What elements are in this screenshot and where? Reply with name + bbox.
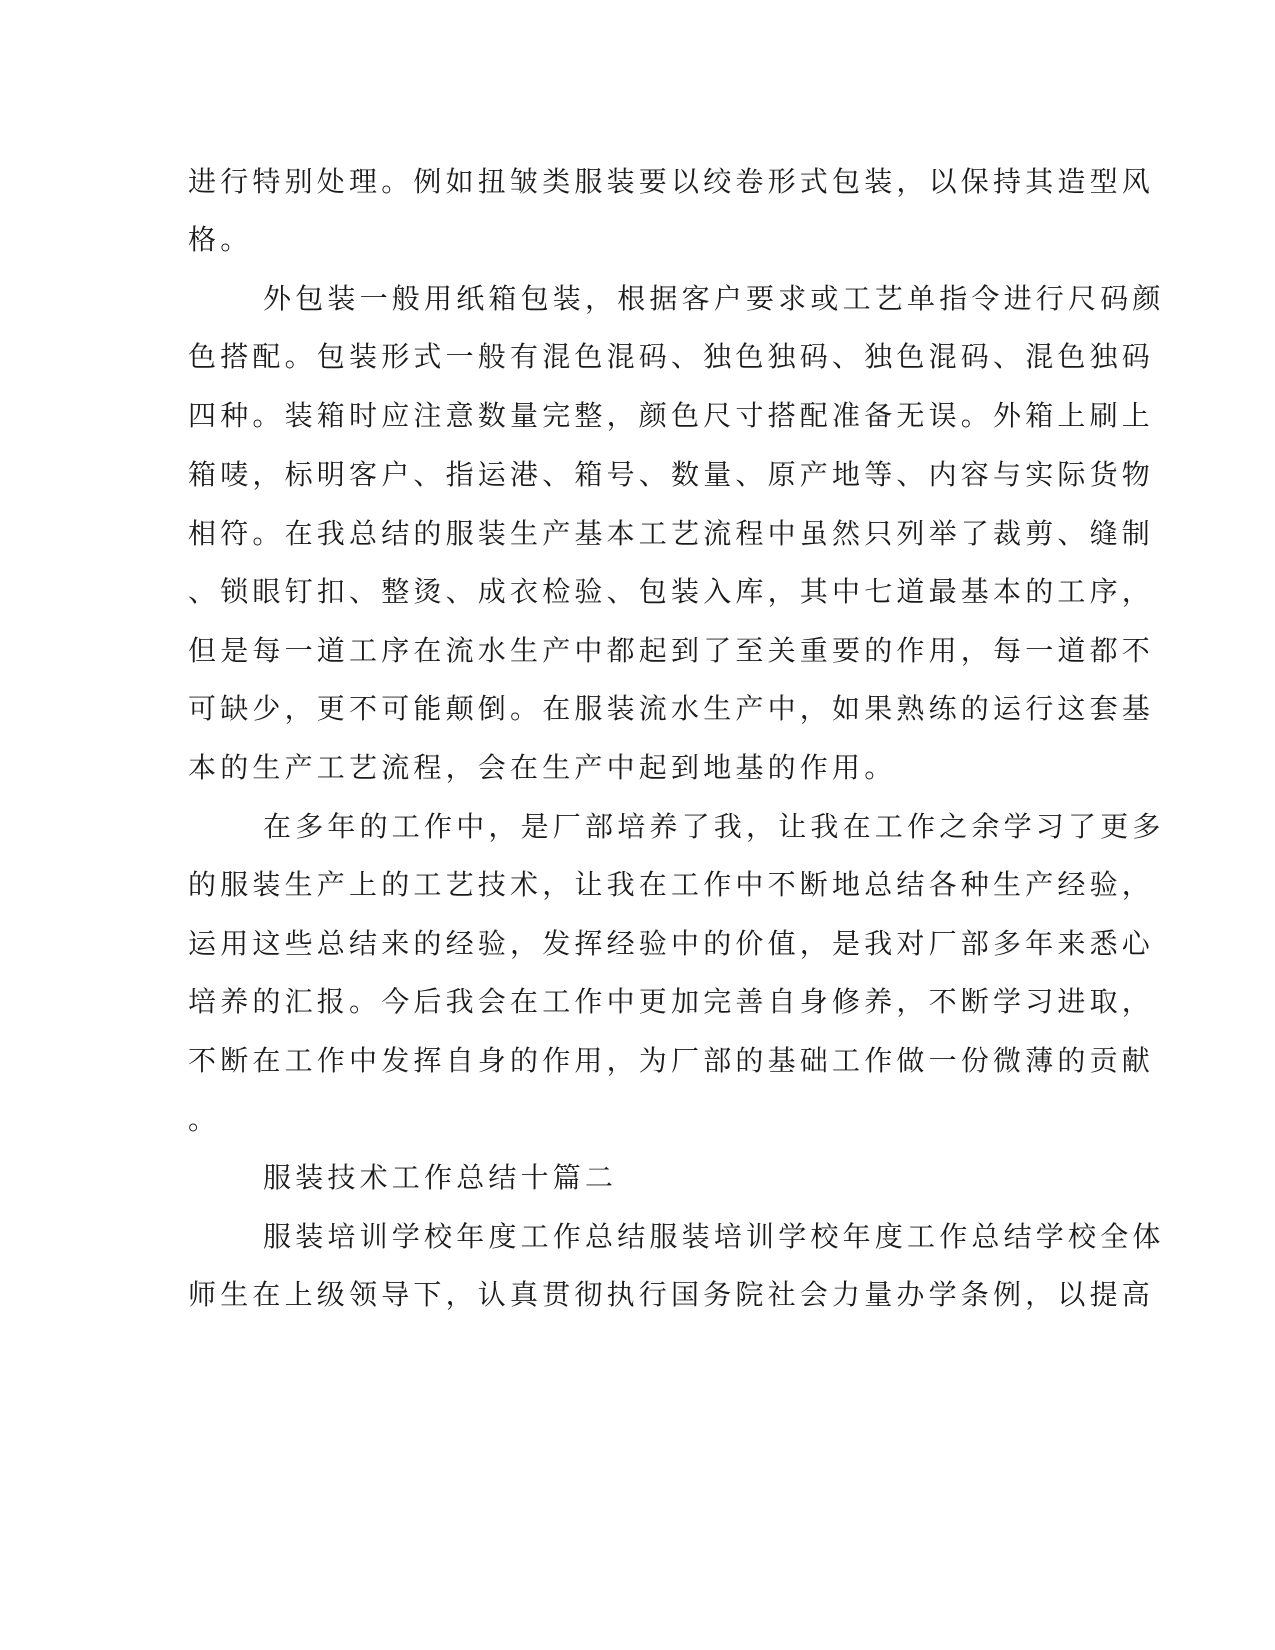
- text-line: 、锁眼钉扣、整烫、成衣检验、包装入库，其中七道最基本的工序，: [188, 575, 1155, 608]
- text-line: 进行特别处理。例如扭皱类服装要以绞卷形式包装，以保持其造型风: [188, 165, 1155, 198]
- text-line: 本的生产工艺流程，会在生产中起到地基的作用。: [188, 751, 897, 784]
- paragraph-start-line: 在多年的工作中，是厂部培养了我，让我在工作之余学习了更多: [263, 810, 1165, 843]
- text-line: 的服装生产上的工艺技术，让我在工作中不断地总结各种生产经验，: [188, 868, 1155, 901]
- text-line: 。: [188, 1103, 221, 1136]
- text-line: 运用这些总结来的经验，发挥经验中的价值，是我对厂部多年来悉心: [188, 927, 1155, 960]
- paragraph-start-line: 外包装一般用纸箱包装，根据客户要求或工艺单指令进行尺码颜: [263, 282, 1165, 315]
- text-line: 色搭配。包装形式一般有混色混码、独色独码、独色混码、混色独码: [188, 340, 1155, 373]
- text-line: 培养的汇报。今后我会在工作中更加完善自身修养，不断学习进取，: [188, 985, 1155, 1018]
- paragraph-start-line: 服装培训学校年度工作总结服装培训学校年度工作总结学校全体: [263, 1220, 1165, 1253]
- text-line: 四种。装箱时应注意数量完整，颜色尺寸搭配准备无误。外箱上刷上: [188, 399, 1155, 432]
- text-line: 师生在上级领导下，认真贯彻执行国务院社会力量办学条例，以提高: [188, 1278, 1155, 1311]
- section-heading: 服装技术工作总结十篇二: [263, 1161, 618, 1194]
- text-line: 可缺少，更不可能颠倒。在服装流水生产中，如果熟练的运行这套基: [188, 692, 1155, 725]
- text-line: 箱唛，标明客户、指运港、箱号、数量、原产地等、内容与实际货物: [188, 458, 1155, 491]
- text-line: 但是每一道工序在流水生产中都起到了至关重要的作用，每一道都不: [188, 634, 1155, 667]
- text-line: 相符。在我总结的服装生产基本工艺流程中虽然只列举了裁剪、缝制: [188, 517, 1155, 550]
- text-line: 不断在工作中发挥自身的作用，为厂部的基础工作做一份微薄的贡献: [188, 1044, 1155, 1077]
- text-line: 格。: [188, 223, 253, 256]
